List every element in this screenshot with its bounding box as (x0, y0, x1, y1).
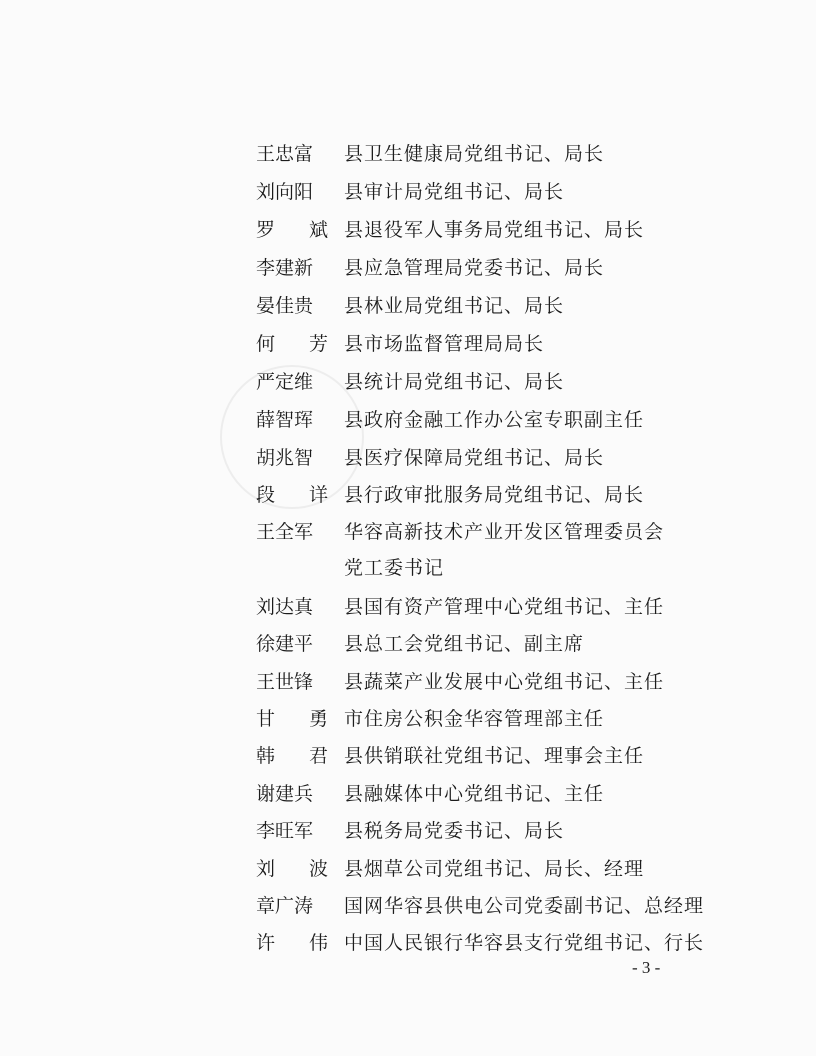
person-name: 王忠富 (256, 143, 314, 165)
person-name: 王全军 (256, 521, 314, 543)
list-item (256, 326, 796, 362)
person-name: 许 伟 (256, 932, 328, 954)
list-item (256, 925, 796, 961)
person-name: 晏佳贵 (256, 295, 314, 317)
position-title: 县蔬菜产业发展中心党组书记、主任 (344, 671, 665, 693)
list-item (256, 136, 796, 172)
position-title: 县医疗保障局党组书记、局长 (344, 447, 605, 469)
position-title: 中国人民银行华容县支行党组书记、行长 (344, 932, 705, 954)
list-item (256, 738, 796, 774)
position-title: 市住房公积金华容管理部主任 (344, 708, 605, 730)
position-title: 国网华容县供电公司党委副书记、总经理 (344, 895, 705, 917)
position-title: 县市场监督管理局局长 (344, 333, 545, 355)
person-name: 刘 波 (256, 858, 328, 880)
position-title: 县供销联社党组书记、理事会主任 (344, 745, 645, 767)
position-title: 县林业局党组书记、局长 (344, 295, 565, 317)
list-item (256, 440, 796, 476)
list-item (256, 664, 796, 700)
position-title-continuation: 党工委书记 (344, 557, 445, 579)
position-title: 县应急管理局党委书记、局长 (344, 257, 605, 279)
person-name: 徐建平 (256, 633, 314, 655)
list-item (256, 250, 796, 286)
list-item (256, 174, 796, 210)
position-title: 县税务局党委书记、局长 (344, 820, 565, 842)
list-item (256, 813, 796, 849)
list-item (256, 851, 796, 887)
page-number: - 3 - (632, 958, 661, 977)
person-name: 罗 斌 (256, 219, 328, 241)
person-name: 段 详 (256, 484, 328, 506)
person-name: 严定维 (256, 371, 314, 393)
list-item (256, 701, 796, 737)
list-item (256, 288, 796, 324)
position-title: 县行政审批服务局党组书记、局长 (344, 484, 645, 506)
position-title: 县政府金融工作办公室专职副主任 (344, 409, 645, 431)
person-name: 薛智珲 (256, 409, 314, 431)
position-title: 县统计局党组书记、局长 (344, 371, 565, 393)
person-name: 甘 勇 (256, 708, 328, 730)
position-title: 县卫生健康局党组书记、局长 (344, 143, 605, 165)
list-item (256, 514, 796, 550)
person-name: 胡兆智 (256, 447, 314, 469)
position-title: 县国有资产管理中心党组书记、主任 (344, 596, 665, 618)
position-title: 县审计局党组书记、局长 (344, 181, 565, 203)
person-name: 李建新 (256, 257, 314, 279)
person-name: 王世锋 (256, 671, 314, 693)
person-name: 章广涛 (256, 895, 314, 917)
person-name: 李旺军 (256, 820, 314, 842)
list-item (256, 364, 796, 400)
list-item (256, 589, 796, 625)
position-title: 县融媒体中心党组书记、主任 (344, 783, 605, 805)
person-name: 刘达真 (256, 596, 314, 618)
position-title: 华容高新技术产业开发区管理委员会 (344, 521, 665, 543)
list-item (256, 776, 796, 812)
position-title: 县总工会党组书记、副主席 (344, 633, 585, 655)
person-name: 何 芳 (256, 333, 328, 355)
list-item-continuation (256, 550, 796, 586)
position-title: 县烟草公司党组书记、局长、经理 (344, 858, 645, 880)
position-title: 县退役军人事务局党组书记、局长 (344, 219, 645, 241)
person-name: 韩 君 (256, 745, 328, 767)
list-item (256, 402, 796, 438)
list-item (256, 888, 796, 924)
list-item (256, 626, 796, 662)
person-name: 刘向阳 (256, 181, 314, 203)
list-item (256, 212, 796, 248)
list-item (256, 477, 796, 513)
person-name: 谢建兵 (256, 783, 314, 805)
